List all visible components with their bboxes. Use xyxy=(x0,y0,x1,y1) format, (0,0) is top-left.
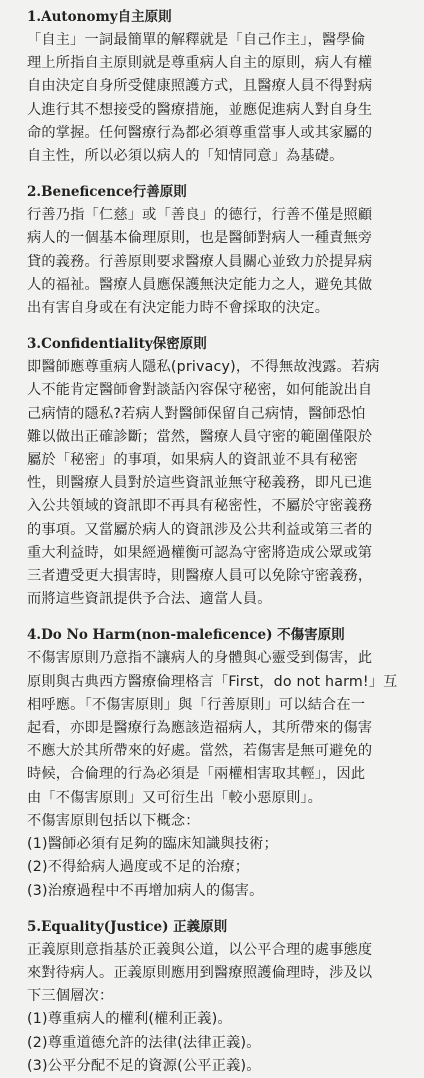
list-item: (1)醫師必須有足夠的臨床知識與技術； xyxy=(27,836,278,853)
text-line: 不傷害原則乃意指不讓病人的身體與心靈受到傷害，此 xyxy=(27,650,373,667)
text-line: 時候，合倫理的行為必須是「兩權相害取其輕」，因此 xyxy=(27,766,366,783)
text-line: 病人的一個基本倫理原則，也是醫師對病人一種責無旁 xyxy=(27,230,373,247)
section-heading: 3.Confidentiality保密原則 xyxy=(27,336,207,353)
text-line: 自由決定自身所受健康照護方式，且醫療人員不得對病 xyxy=(27,78,373,95)
text-line: 起看，亦即是醫療行為應該造福病人，其所帶來的傷害 xyxy=(27,720,373,737)
text-line: 三者遭受更大損害時，則醫療人員可以免除守密義務， xyxy=(27,568,373,585)
text-line: 人不能肯定醫師會對談話內容保守秘密，如何能說出自 xyxy=(27,382,373,399)
text-line: 難以做出正確診斷；當然，醫療人員守密的範圍僅限於 xyxy=(27,428,373,445)
section-autonomy xyxy=(27,6,412,168)
text-line: 不應大於其所帶來的好處。當然，若傷害是無可避免的 xyxy=(27,743,373,760)
text-line: 不傷害原則包括以下概念： xyxy=(27,812,200,829)
section-heading: 1.Autonomy自主原則 xyxy=(27,9,172,25)
text-line: 而將這些資訊提供予合法、適當人員。 xyxy=(27,591,272,608)
text-line: 相呼應。「不傷害原則」與「行善原則」可以結合在一 xyxy=(27,696,366,713)
text-line: 正義原則意指基於正義與公道，以公平合理的處事態度 xyxy=(27,941,373,958)
list-item: (2)不得給病人過度或不足的治療； xyxy=(27,859,250,876)
list-item: (2)尊重道德允許的法律(法律正義)。 xyxy=(27,1034,261,1051)
text-line: 己病情的隱私?若病人對醫師保留自己病情，醫師恐怕 xyxy=(27,405,366,422)
text-line: 下三個層次： xyxy=(27,988,114,1005)
section-heading: 2.Beneficence行善原則 xyxy=(27,184,187,201)
text-line: 人進行其不想接受的醫療措施，並應促進病人對自身生 xyxy=(27,101,373,118)
text-line: 屬於「秘密」的事項，如果病人的資訊並不具有秘密 xyxy=(27,452,358,469)
section-heading: 5.Equality(Justice) 正義原則 xyxy=(27,918,228,935)
text-line: 命的掌握。任何醫療行為都必須尊重當事人或其家屬的 xyxy=(27,124,373,141)
text-line: 貸的義務。行善原則要求醫療人員關心並致力於提昇病 xyxy=(27,253,373,270)
section-justice xyxy=(27,916,412,1078)
section-beneficence xyxy=(27,181,412,320)
text-line: 原則與古典西方醫療倫理格言「First，do not harm!」互 xyxy=(27,673,398,690)
text-line: 理上所指自主原則就是尊重病人自主的原則，病人有權 xyxy=(27,55,373,72)
text-line: 即醫師應尊重病人隱私(privacy)，不得無故洩露。若病 xyxy=(27,359,380,376)
text-line: 出有害自身或在有決定能力時不會採取的決定。 xyxy=(27,300,330,317)
text-line: 自主性，所以必須以病人的「知情同意」為基礎。 xyxy=(27,148,344,165)
section-do-no-harm xyxy=(27,624,412,902)
text-line: 的事項。又當屬於病人的資訊涉及公共利益或第三者的 xyxy=(27,521,373,538)
text-line: 「自主」一詞最簡單的解釋就是「自己作主」，醫學倫 xyxy=(27,32,366,48)
text-line: 由「不傷害原則」又可衍生出「較小惡原則」。 xyxy=(27,789,323,806)
section-confidentiality xyxy=(27,333,412,611)
text-line: 重大利益時，如果經過權衡可認為守密將造成公眾或第 xyxy=(27,544,373,561)
list-item: (3)治療過程中不再增加病人的傷害。 xyxy=(27,882,264,899)
section-heading: 4.Do No Harm(non-maleficence) 不傷害原則 xyxy=(27,627,345,644)
text-line: 行善乃指「仁慈」或「善良」的德行，行善不僅是照顧 xyxy=(27,207,373,224)
text-line: 性，則醫療人員對於這些資訊並無守秘義務，即凡已進 xyxy=(27,475,373,492)
list-item: (1)尊重病人的權利(權利正義)。 xyxy=(27,1011,232,1028)
text-line: 來對待病人。正義原則應用到醫療照護倫理時，涉及以 xyxy=(27,964,373,981)
text-line: 人的福祉。醫療人員應保護無決定能力之人，避免其做 xyxy=(27,276,373,293)
text-line: 入公共領域的資訊即不再具有秘密性，不屬於守密義務 xyxy=(27,498,373,515)
list-item: (3)公平分配不足的資源(公平正義)。 xyxy=(27,1057,261,1074)
